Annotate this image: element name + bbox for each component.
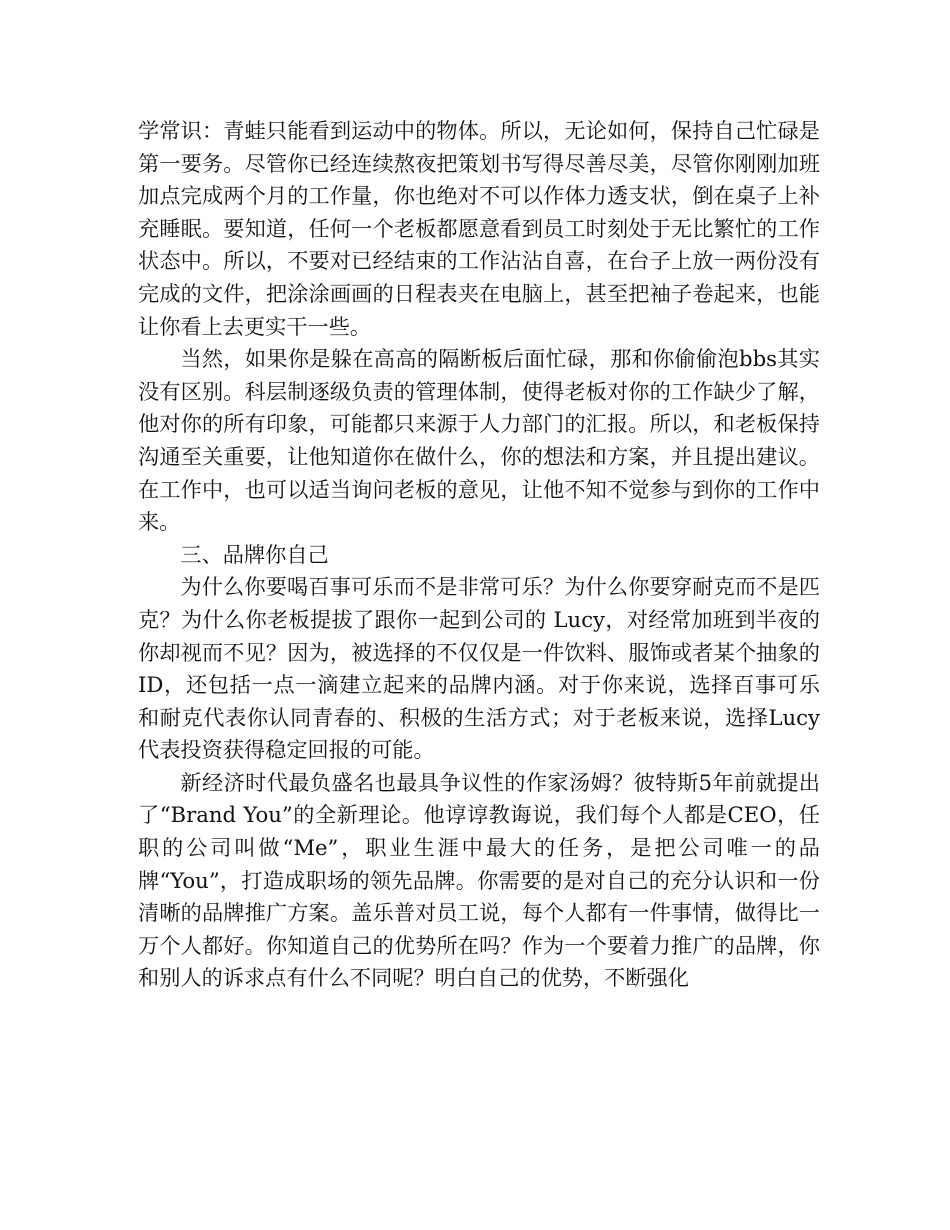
paragraph-1: 学常识：青蛙只能看到运动中的物体。所以，无论如何，保持自己忙碌是第一要务。尽管你已经连续熬夜把策划书写得尽善尽美，尽管你刚刚加班加点完成两个月的工作量，你也绝对不可以作体力透支状，倒在桌子上补充睡眠。要知道，任何一个老板都愿意看到员工时刻处于无比繁忙的工作状态中。所以，不要对已经结束的工作沾沾自喜，在台子上放一两份没有完成的文件，把涂涂画画的日程表夹在电脑上，甚至把袖子卷起来，也能让你看上去更实干一些。	[138, 118, 820, 339]
paragraph-4: 新经济时代最负盛名也最具争议性的作家汤姆？彼特斯5年前就提出了“Brand You”的全新理论。他谆谆教诲说，我们每个人都是CEO，任职的公司叫做“Me”，职业生涯中最大的任务，是把公司唯一的品牌“You”，打造成职场的领先品牌。你需要的是对自己的充分认识和一份清晰的品牌推广方案。盖乐普对员工说，每个人都有一件事情，做得比一万个人都好。你知道自己的优势所在吗？作为一个要着力推广的品牌，你和别人的诉求点有什么不同呢？明白自己的优势，不断强化	[138, 769, 820, 991]
section-heading: 三、品牌你自己	[180, 541, 329, 567]
paragraph-2: 当然，如果你是躲在高高的隔断板后面忙碌，那和你偷偷泡bbs其实没有区别。科层制逐级负责的管理体制，使得老板对你的工作缺少了解，他对你的所有印象，可能都只来源于人力部门的汇报。所以，和老板保持沟通至关重要，让他知道你在做什么，你的想法和方案，并且提出建议。在工作中，也可以适当询问老板的意见，让他不知不觉参与到你的工作中来。	[138, 346, 820, 535]
document-body	[138, 115, 820, 995]
paragraph-3: 为什么你要喝百事可乐而不是非常可乐？为什么你要穿耐克而不是匹克？为什么你老板提拔了跟你一起到公司的 Lucy，对经常加班到半夜的你却视而不见？因为，被选择的不仅仅是一件饮料、服饰或者某个抽象的ID，还包括一点一滴建立起来的品牌内涵。对于你来说，选择百事可乐和耐克代表你认同青春的、积极的生活方式；对于老板来说，选择Lucy代表投资获得稳定回报的可能。	[138, 574, 820, 763]
